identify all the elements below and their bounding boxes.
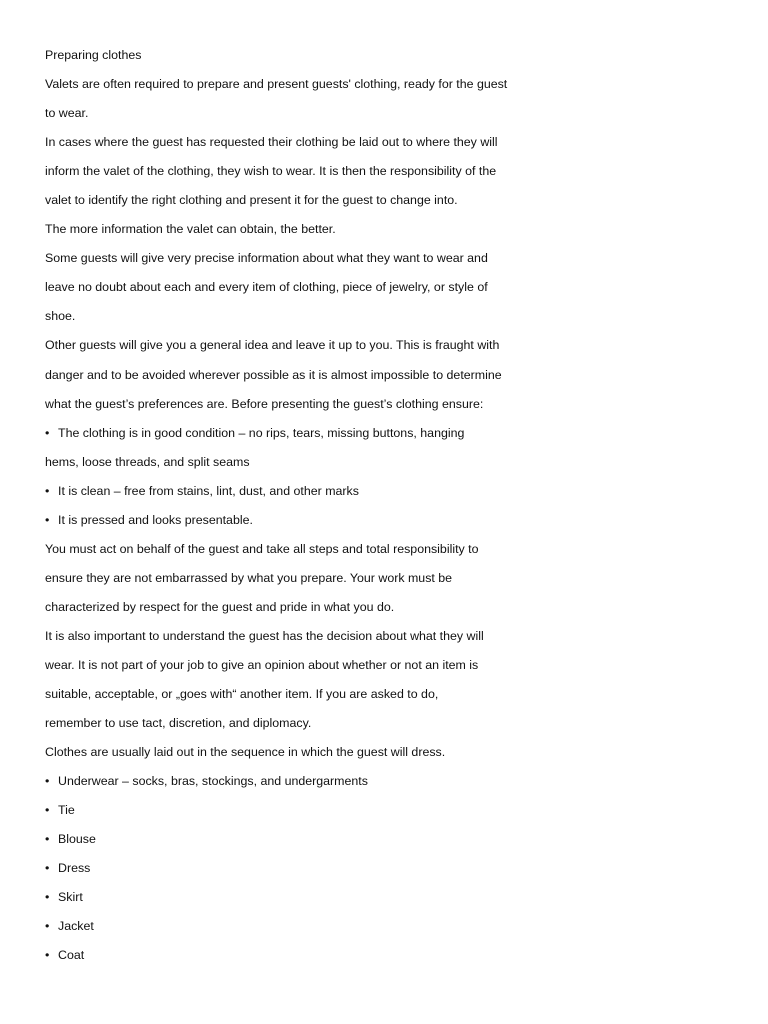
bullet-item: • Coat — [45, 941, 745, 970]
bullet-item: • It is pressed and looks presentable. — [45, 506, 745, 535]
bullet-icon: • — [45, 512, 50, 527]
bullet-icon: • — [45, 425, 50, 440]
paragraph-line: leave no doubt about each and every item of clothing, piece of jewelry, or style of — [45, 280, 488, 295]
bullet-icon: • — [45, 861, 50, 876]
bullet-icon: • — [45, 774, 50, 789]
paragraph-line: Clothes are usually laid out in the sequence in which the guest will dress. — [45, 745, 446, 760]
paragraph-line: inform the valet of the clothing, they wish to wear. It is then the responsibility of the — [45, 164, 497, 179]
bullet-item: • Tie — [45, 796, 745, 825]
paragraph-line: characterized by respect for the guest and pride in what you do. — [45, 599, 395, 614]
paragraph-line: The more information the valet can obtain, the better. — [45, 222, 336, 237]
paragraph-line: Other guests will give you a general idea and leave it up to you. This is fraught with — [45, 338, 500, 353]
paragraph-line: remember to use tact, discretion, and diplomacy. — [45, 716, 312, 731]
paragraph-line: hems, loose threads, and split seams — [45, 454, 250, 469]
bullet-item: • It is clean – free from stains, lint, dust, and other marks — [45, 477, 745, 506]
paragraph-line: valet to identify the right clothing and present it for the guest to change into. — [45, 193, 458, 208]
bullet-item: • Dress — [45, 854, 745, 883]
bullet-icon: • — [45, 483, 50, 498]
bullet-icon: • — [45, 948, 50, 963]
bullet-item: • The clothing is in good condition – no rips, tears, missing buttons, hanging — [45, 419, 745, 448]
bullet-icon: • — [45, 832, 50, 847]
bullet-item: • Underwear – socks, bras, stockings, and undergarments — [45, 767, 745, 796]
paragraph-line: It is also important to understand the guest has the decision about what they will — [45, 628, 484, 643]
paragraph-line: Some guests will give very precise information about what they want to wear and — [45, 251, 488, 266]
paragraph-line: what the guest’s preferences are. Before presenting the guest’s clothing ensure: — [45, 396, 484, 411]
bullet-icon: • — [45, 919, 50, 934]
bullet-item: • Blouse — [45, 825, 745, 854]
document-page — [45, 41, 745, 971]
paragraph-line: suitable, acceptable, or „goes with“ another item. If you are asked to do, — [45, 687, 439, 702]
paragraph-line: You must act on behalf of the guest and take all steps and total responsibility to — [45, 541, 479, 556]
paragraph-line: danger and to be avoided wherever possible as it is almost impossible to determine — [45, 367, 502, 382]
paragraph-line: In cases where the guest has requested their clothing be laid out to where they will — [45, 135, 498, 150]
bullet-item: • Jacket — [45, 912, 745, 941]
bullet-icon: • — [45, 803, 50, 818]
bullet-item: • Skirt — [45, 883, 745, 912]
paragraph-line: wear. It is not part of your job to give an opinion about whether or not an item is — [45, 657, 479, 672]
paragraph-line: ensure they are not embarrassed by what you prepare. Your work must be — [45, 570, 453, 585]
section-heading: Preparing clothes — [45, 48, 142, 62]
bullet-icon: • — [45, 890, 50, 905]
paragraph-line: Valets are often required to prepare and present guests' clothing, ready for the guest — [45, 77, 508, 92]
paragraph-line: to wear. — [45, 106, 89, 121]
paragraph-line: shoe. — [45, 309, 76, 324]
